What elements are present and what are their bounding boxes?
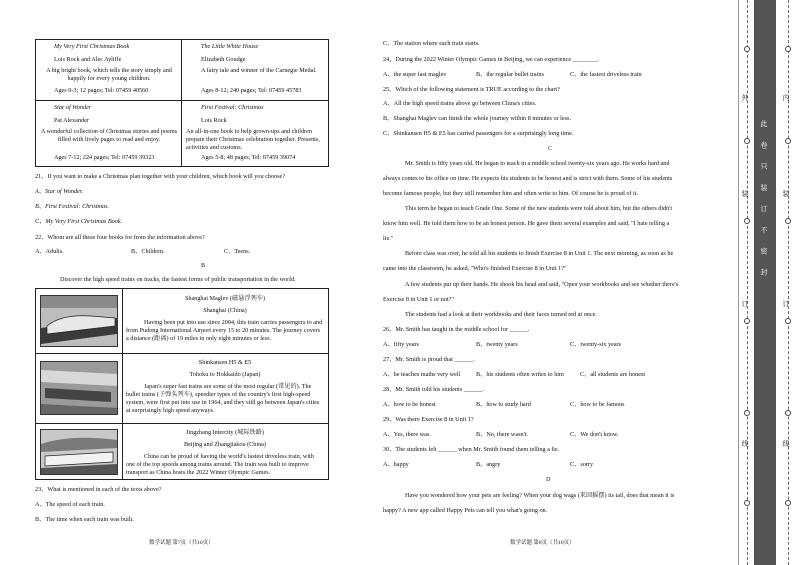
binding-label-order: 订	[741, 300, 749, 308]
question-stem: 23、What is mentioned in each of the texts above?	[35, 486, 162, 493]
passage-line: A few students put up their hands. He shook his head and said, "Open your workbooks and see whether there's	[405, 281, 679, 288]
passage-line: This term he began to teach Grade One. Some of the new students were told about him, but the others didn't	[405, 205, 673, 212]
question-stem: 28、Mr. Smith told his students ______.	[383, 386, 484, 393]
train-desc: Having been put into use since 2004, this train carries passengers to and from Pudong International Airport every 15 to 20 minutes. The journey covers a distance (距离) of 19 miles in only eight minutes or less.	[126, 319, 323, 342]
passage-line: Mr. Smith is fifty years old. He began to teach in a middle school twenty-six years ago. He works hard and	[405, 160, 670, 167]
book-title: Star of Wonder	[54, 104, 92, 111]
binding-hole	[785, 500, 791, 506]
book-info: Ages 8-12; 240 pages; Tel: 07459 45783	[201, 87, 302, 94]
option: A、Adults.	[35, 248, 64, 255]
book-info: Ages 5-8; 48 pages; Tel: 07459 39074	[201, 154, 296, 161]
binding-label-line: 线	[741, 440, 749, 448]
passage-line: know him well. He told them how to be an honest person. He gave them several examples and said, "I hate telling a	[383, 220, 670, 227]
passage-line: become famous people, but they still remember him and often write to him. Of course he is proud of it.	[383, 190, 638, 197]
book-author: Pat Alexander	[54, 117, 89, 124]
table-divider	[181, 40, 182, 166]
train-place: Beijing and Zhangjiakou (China)	[184, 441, 266, 448]
option: B、twenty years	[476, 341, 518, 348]
option: B、No, there wasn't.	[476, 431, 528, 438]
option: C、Shinkansen H5 & E5 has carried passengers for a surprisingly long time.	[383, 130, 574, 137]
question-stem: 29、Was there Exercise 8 in Unit 1?	[383, 416, 474, 423]
table-divider	[36, 100, 328, 101]
option: B、Shanghai Maglev can finish the whole journey within 8 minutes or less.	[383, 115, 572, 122]
option: B、Children.	[131, 248, 165, 255]
option: C、sorry	[570, 461, 594, 468]
maglev-photo	[40, 295, 118, 347]
train-place: Tohoku to Hokkaido (Japan)	[189, 371, 261, 378]
option: B、his students often writes to him	[476, 371, 564, 378]
binding-hole	[785, 410, 791, 416]
binding-hole	[744, 500, 750, 506]
question-stem: 22、Whom are all these four books for from the information above?	[35, 234, 205, 241]
option: B、how to study hard	[476, 401, 531, 408]
binding-hole	[744, 138, 750, 144]
option: C、how to be famous	[570, 401, 625, 408]
option: A、he teaches maths very well	[383, 371, 461, 378]
binding-hole	[744, 410, 750, 416]
book-title: First Festival: Christmas	[201, 104, 264, 111]
option: C、the fastest driveless train	[570, 71, 642, 78]
section-letter: D	[546, 476, 551, 483]
binding-label-order: 订	[782, 300, 790, 308]
table-divider	[36, 353, 328, 354]
option: C、We don't know.	[570, 431, 619, 438]
passage-line: Exercise 8 in Unit 1 or not?"	[383, 296, 454, 303]
question-stem: 25、Which of the following statement is TRUE according to the chart?	[383, 86, 560, 93]
passage-line: came into the classroom, he asked, "Who's finished Exercise 8 in Unit 1?"	[383, 265, 567, 272]
binding-hole	[785, 46, 791, 52]
binding-label-line: 线	[782, 440, 790, 448]
option: A、The speed of each train.	[35, 501, 105, 508]
question-stem: 30、The students felt ______ when Mr. Smith found them telling a lie.	[383, 446, 560, 453]
passage-line: always comes to his office on time. He expects his students to be honest and is strict with them. Some of his students	[383, 175, 673, 182]
passage-line: Have you wondered how your pets are feeling? When your dog wags (来回摇摆) its tail, does that mean it is	[405, 492, 675, 499]
cut-line-outer	[747, 0, 748, 565]
option: B、angry	[476, 461, 501, 468]
option: C、My Very First Christmas Book.	[35, 218, 123, 225]
option: C、all students are honest	[580, 371, 646, 378]
table-divider	[122, 289, 123, 479]
book-info: Ages 7-12; 224 pages; Tel: 07459 39323	[54, 154, 155, 161]
option: A、Yes, there was.	[383, 431, 431, 438]
train-desc: Japan's super fast trains are some of the most regular (常见的). The bullet trains (子弹头列车), speedier types of the country's first high-speed system, were first put into use in 1964, and they still go between Japan's cities at surprisingly high speed anyways.	[126, 383, 320, 414]
binding-label-outer: 外	[741, 94, 749, 102]
binding-hole	[785, 318, 791, 324]
option: C、The station where each train starts.	[383, 40, 480, 47]
passage-line: The students had a look at their workbooks and their faces turned red at once.	[405, 311, 597, 318]
train-name: Shinkansen H5 & E5	[198, 359, 252, 366]
option: A、happy	[383, 461, 409, 468]
page-footer: 数学试题 第8页（共10页）	[510, 540, 575, 546]
book-author: Lois Rock and Alec Ayliffe	[54, 56, 122, 63]
binding-label-inner: 内	[782, 94, 790, 102]
book-title: The Little White House	[201, 43, 259, 50]
table-divider	[36, 423, 328, 424]
binding-hole	[744, 46, 750, 52]
book-desc: A wonderful collection of Christmas stories and poems filled with lively pages to read and enjoy.	[40, 128, 178, 143]
train-place: Shanghai (China)	[203, 307, 247, 314]
book-table	[35, 39, 329, 167]
train-desc: China can be proud of having the world's fastest driveless train, with one of the top speeds among trains around. The train was built to improve transport as China hosts the 2022 Winter Olympic Games.	[126, 453, 314, 476]
binding-hole	[744, 218, 750, 224]
option: A、how to be honest	[383, 401, 436, 408]
question-stem: 24、During the 2022 Winter Olympic Games in Beijing, we can experience ________.	[383, 56, 599, 63]
question-stem: 26、Mr. Smith has taught in the middle school for ______.	[383, 326, 530, 333]
option: B、The time when each train was built.	[35, 516, 134, 523]
book-desc: A fairy tale and winner of the Carnegie Medal.	[201, 67, 317, 74]
binding-label-bind: 装	[782, 190, 790, 198]
book-desc: A big bright book, which tells the story simply and happily for every young children.	[46, 67, 172, 82]
option: A、fifty years	[383, 341, 419, 348]
book-desc: An all-in-one book to help grown-ups and children prepare their Christmas celebration together. Presents, activities and customs.	[186, 128, 320, 151]
section-intro: Discover the high speed trains on tracks, the fastest forms of public transportation in the world.	[60, 276, 296, 283]
option: C、Teens.	[224, 248, 251, 255]
option: A、Star of Wonder.	[35, 188, 84, 195]
binding-strip	[754, 0, 776, 565]
passage-line: Before class was over, he told all his students to finish Exercise 8 in Unit 1. The next morning, as soon as he	[405, 250, 674, 257]
section-letter: C	[548, 145, 553, 152]
option: C、twenty-six years	[570, 341, 622, 348]
section-letter: B	[201, 262, 206, 269]
passage-line: happy? A new app called Happy Pets can tell you what's going on.	[383, 507, 548, 514]
option: B、the regular bullet trains	[476, 71, 544, 78]
book-title: My Very First Christmas Book	[54, 43, 130, 50]
question-stem: 27、Mr. Smith is proud that ______.	[383, 356, 475, 363]
binding-hole	[785, 138, 791, 144]
train-table	[35, 288, 329, 480]
option: B、First Festival: Christmas.	[35, 203, 110, 210]
book-author: Lois Rock	[201, 117, 227, 124]
train-name: Jingzhang Intercity (城际铁路)	[185, 429, 264, 436]
option: A、All the high speed trains above go between China's cities.	[383, 100, 537, 107]
binding-hole	[744, 318, 750, 324]
option: A、the super fast maglev	[383, 71, 447, 78]
page-footer: 数学试题 第7页（共10页）	[149, 540, 214, 546]
train-name: Shanghai Maglev (磁悬浮列车)	[184, 295, 266, 302]
shinkansen-photo	[40, 361, 118, 415]
question-stem: 21、If you want to make a Christmas plan together with your children, which book will you choose?	[35, 173, 286, 180]
intercity-photo	[40, 429, 118, 475]
binding-hole	[785, 218, 791, 224]
cut-line-inner	[788, 0, 789, 565]
binding-label-bind: 装	[741, 190, 749, 198]
passage-line: lie."	[383, 235, 394, 242]
book-author: Elizabeth Goudge	[201, 56, 246, 63]
book-info: Ages 0-3; 12 pages; Tel: 07459 40560	[54, 87, 149, 94]
binding-warning: 此 卷 只 装 订 不 密 封	[760, 120, 768, 282]
